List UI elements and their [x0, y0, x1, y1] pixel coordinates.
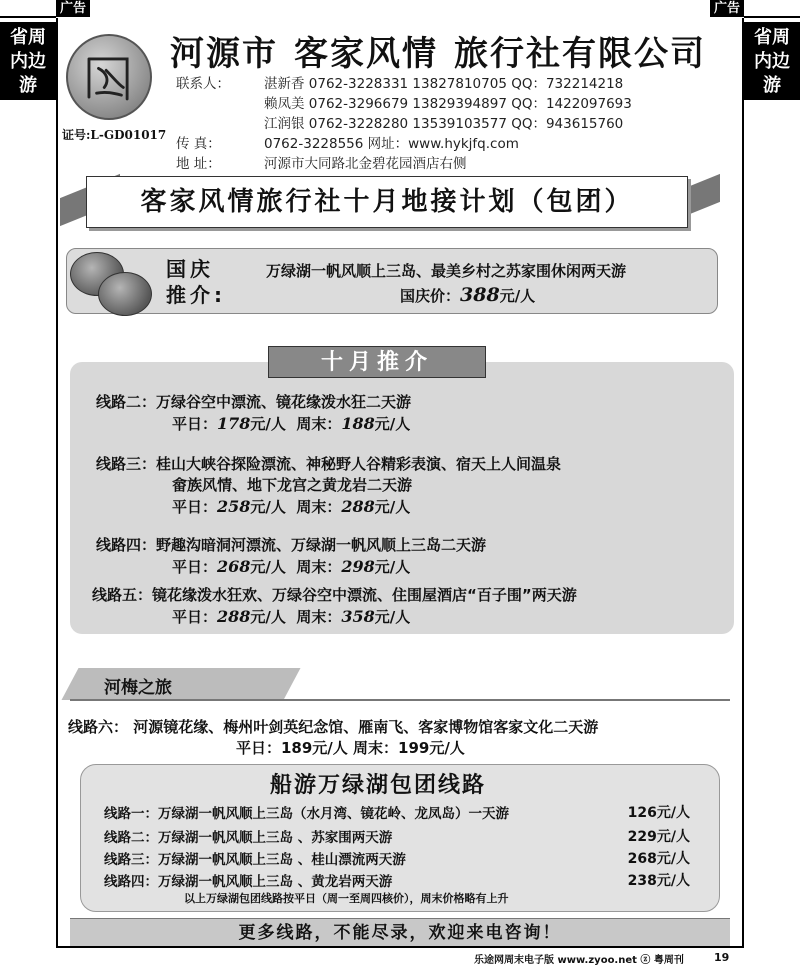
boat-route-price: 268元/人	[627, 851, 690, 867]
boat-note: 以上万绿湖包团线路按平日（周一至周四核价），周末价格略有上升	[184, 892, 509, 905]
boat-route-row: 线路三：万绿湖一帆风顺上三岛 、桂山漂流两天游 268元/人	[104, 848, 696, 868]
footer-credit: 乐途网周末电子版 www.zyoo.net ⓩ 粤周刊	[474, 955, 684, 966]
route-desc: 桂山大峡谷探险漂流、神秘野人谷精彩表演、宿天上人间温泉	[156, 455, 562, 473]
route-desc: 万绿谷空中漂流、镜花缘泼水狂二天游	[156, 393, 412, 411]
october-title: 十月推介	[268, 346, 486, 378]
license-number: 证号:L-GD01017	[62, 128, 167, 142]
side-tab-left	[0, 22, 56, 100]
footer-banner: 更多线路，不能尽录，欢迎来电咨询！	[70, 918, 730, 946]
company-brand: 客家风情	[294, 34, 438, 74]
route-price: 平日：288元/人 周末：358元/人	[172, 607, 411, 626]
logo-mark-icon	[68, 36, 150, 118]
side-tab-line: 省周	[10, 27, 46, 48]
contact-row	[176, 114, 632, 134]
section-divider	[70, 699, 730, 701]
price-value: 388	[460, 284, 500, 306]
lantern-icon	[98, 272, 152, 316]
ad-label-left: 广告	[56, 0, 90, 17]
boat-route-row: 线路二：万绿湖一帆风顺上三岛 、苏家围两天游 229元/人	[104, 826, 696, 846]
contact-row: 联系人： 湛新香 0762-3228331 13827810705 QQ：732214218	[176, 76, 624, 92]
top-left-rule	[0, 0, 56, 18]
boat-route-price: 238元/人	[627, 873, 690, 889]
route-six-price: 平日：189元/人 周末：199元/人	[236, 739, 465, 757]
route-name: 线路三：	[96, 455, 157, 473]
company-type: 旅行社有限公司	[454, 34, 706, 74]
route-name: 线路四：	[96, 536, 157, 554]
contact-text: 江润银 0762-3228280 13539103577 QQ：943615760	[264, 116, 624, 132]
national-day-label: 国庆 推介:	[166, 257, 226, 307]
contact-text: 河源市大同路北金碧花园酒店右侧	[264, 156, 467, 172]
national-day-price: 国庆价：388元/人	[400, 284, 536, 306]
route-price: 平日：178元/人 周末：188元/人	[172, 414, 411, 433]
route-desc: 野趣沟暗洞河漂流、万绿湖一帆风顺上三岛二天游	[156, 536, 487, 554]
company-name	[170, 26, 706, 75]
section-tag-bg	[61, 668, 300, 700]
boat-title: 船游万绿湖包团线路	[270, 773, 487, 798]
side-tab-line: 内边	[754, 51, 790, 72]
route-item	[96, 535, 486, 578]
route-desc-2: 畲族风情、地下龙宫之黄龙岩二天游	[172, 476, 413, 494]
contact-row	[176, 94, 632, 114]
side-tab-line: 省周	[754, 27, 790, 48]
contact-text: 湛新香 0762-3228331 13827810705 QQ：732214218	[264, 76, 624, 92]
boat-route-price: 229元/人	[627, 829, 690, 845]
boat-route-price: 126元/人	[627, 805, 690, 821]
page-title: 客家风情旅行社十月地接计划（包团）	[140, 187, 634, 217]
contact-text: 赖凤美 0762-3296679 13829394897 QQ：1422097693	[264, 96, 632, 112]
contact-text: 0762-3228556 网址：www.hykjfq.com	[264, 136, 519, 152]
ad-label-right: 广告	[710, 0, 744, 17]
side-tab-line: 游	[763, 75, 781, 96]
route-six: 线路六： 河源镜花缘、梅州叶剑英纪念馆、雁南飞、客家博物馆客家文化二天游	[68, 718, 599, 736]
contact-row: 地 址： 河源市大同路北金碧花园酒店右侧	[176, 156, 467, 172]
route-desc: 镜花缘泼水狂欢、万绿谷空中漂流、住围屋酒店“百子围”两天游	[152, 586, 577, 604]
side-tab-line: 游	[19, 75, 37, 96]
route-price: 平日：268元/人 周末：298元/人	[172, 557, 411, 576]
contact-row: 传 真： 0762-3228556 网址：www.hykjfq.com	[176, 136, 519, 152]
route-name: 线路五：	[92, 586, 153, 604]
company-logo	[66, 34, 152, 120]
national-day-route: 万绿湖一帆风顺上三岛、最美乡村之苏家围休闲两天游	[266, 262, 627, 280]
main-title-ribbon	[86, 176, 688, 228]
company-city: 河源市	[170, 34, 278, 74]
national-day-box	[66, 248, 718, 314]
section-tag: 河梅之旅	[104, 678, 172, 698]
page-number: 19	[714, 951, 730, 964]
top-right-rule	[744, 0, 800, 18]
boat-route-row: 线路一：万绿湖一帆风顺上三岛（水月湾、镜花岭、龙凤岛）一天游 126元/人	[104, 802, 696, 822]
side-tab-right	[744, 22, 800, 100]
route-item	[92, 585, 577, 628]
side-tab-line: 内边	[10, 51, 46, 72]
route-item	[96, 392, 411, 435]
route-price: 平日：258元/人 周末：288元/人	[172, 497, 411, 516]
contact-block	[176, 74, 632, 174]
route-name: 线路二：	[96, 393, 157, 411]
route-item	[96, 454, 561, 518]
boat-route-row: 线路四：万绿湖一帆风顺上三岛 、黄龙岩两天游 238元/人	[104, 870, 696, 890]
